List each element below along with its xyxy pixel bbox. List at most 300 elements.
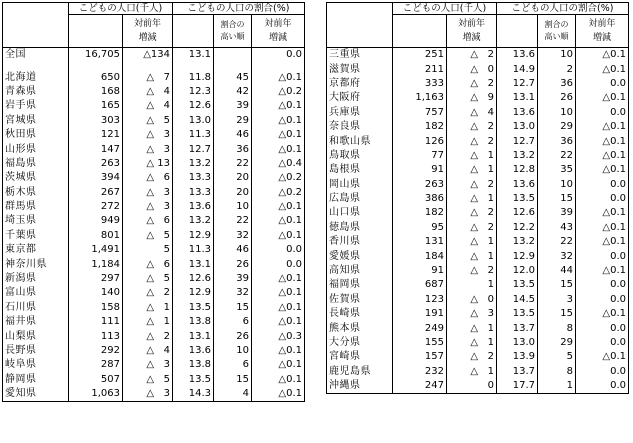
child-ratio: 13.7: [497, 365, 538, 379]
table-row: [3, 128, 305, 142]
child-population: 126: [393, 134, 447, 148]
child-ratio: 11.3: [173, 128, 214, 142]
delta-value: 1: [487, 149, 495, 161]
prefecture-name: 群馬県: [3, 200, 69, 214]
child-ratio: 12.9: [497, 249, 538, 263]
table-row: [327, 120, 629, 134]
delta-value: 3: [163, 359, 171, 371]
delta-value: 1: [487, 193, 495, 205]
population-yoy-change: [447, 178, 497, 192]
prefecture-name: 愛知県: [3, 387, 69, 402]
table-row: [3, 200, 305, 214]
prefecture-name: 北海道: [3, 70, 69, 84]
ratio-yoy-change: [576, 120, 629, 134]
child-population: 182: [393, 120, 447, 134]
child-ratio: 12.7: [173, 142, 214, 156]
prefecture-name: 静岡県: [3, 373, 69, 387]
ratio-yoy-change: [252, 171, 305, 185]
table-row: [3, 70, 305, 84]
child-ratio: 14.3: [173, 387, 214, 402]
decrease-triangle-mark: △: [146, 301, 155, 313]
ratio-rank: 5: [538, 350, 576, 364]
header-pop-blank: [393, 15, 447, 48]
child-population: 251: [393, 48, 447, 63]
child-population: 140: [69, 286, 123, 300]
prefecture-name: 福井県: [3, 315, 69, 329]
delta-value: 0.1: [286, 359, 303, 371]
delta-value: 0.2: [286, 172, 303, 184]
header-ratio-group: こどもの人口の割合(%): [497, 3, 629, 15]
table-row: [3, 114, 305, 128]
decrease-triangle-mark: △: [146, 287, 155, 299]
delta-value: 0.1: [610, 236, 627, 248]
population-yoy-change: [447, 235, 497, 249]
decrease-triangle-mark: △: [146, 143, 155, 155]
ratio-yoy-change: [576, 307, 629, 321]
delta-value: 1: [163, 301, 171, 313]
population-yoy-change: [123, 373, 173, 387]
population-yoy-change: [123, 114, 173, 128]
child-ratio: 17.7: [497, 379, 538, 394]
decrease-triangle-mark: △: [470, 265, 479, 277]
prefecture-name: 大分県: [327, 336, 393, 350]
child-population: 123: [393, 293, 447, 307]
population-yoy-change: [123, 358, 173, 372]
spacer-cell: [69, 62, 123, 70]
ratio-rank: 45: [214, 70, 252, 84]
ratio-rank: 10: [538, 106, 576, 120]
ratio-yoy-change: [576, 206, 629, 220]
child-population: 158: [69, 301, 123, 315]
table-row: [3, 142, 305, 156]
child-ratio: 13.8: [173, 358, 214, 372]
delta-value: 5: [163, 114, 171, 126]
delta-value: 0.1: [286, 287, 303, 299]
prefecture-name: 沖縄県: [327, 379, 393, 394]
delta-value: 0.0: [286, 258, 303, 270]
header-rank: 割合の 高い順: [214, 15, 252, 48]
decrease-triangle-mark: △: [146, 345, 155, 356]
population-yoy-change: [447, 91, 497, 105]
child-ratio: 13.6: [173, 344, 214, 358]
ratio-rank: 3: [538, 293, 576, 307]
child-population: 1,063: [69, 387, 123, 402]
child-ratio: 12.6: [497, 206, 538, 220]
population-yoy-change: [123, 286, 173, 300]
decrease-triangle-mark: △: [146, 373, 155, 385]
prefecture-name: 兵庫県: [327, 106, 393, 120]
table-row: [3, 48, 305, 63]
decrease-triangle-mark: △: [602, 135, 611, 147]
delta-value: 0.1: [286, 143, 303, 155]
ratio-rank: 46: [214, 243, 252, 257]
ratio-rank: 42: [214, 85, 252, 99]
delta-value: 0.1: [610, 135, 627, 147]
child-population: 211: [393, 62, 447, 76]
table-row: [327, 149, 629, 163]
child-population: 113: [69, 329, 123, 343]
decrease-triangle-mark: △: [278, 388, 287, 400]
delta-value: 0.1: [610, 308, 627, 320]
delta-value: 1: [487, 250, 495, 262]
population-yoy-change: [123, 99, 173, 113]
population-yoy-change: [447, 106, 497, 120]
ratio-yoy-change: [576, 77, 629, 91]
delta-value: 6: [163, 258, 171, 270]
header-ratio-blank: [497, 15, 538, 48]
table-row: [3, 344, 305, 358]
ratio-rank: 8: [538, 365, 576, 379]
child-ratio: 12.3: [173, 85, 214, 99]
population-yoy-change: [447, 379, 497, 394]
prefecture-name: 岩手県: [3, 99, 69, 113]
prefecture-name: 埼玉県: [3, 214, 69, 228]
prefecture-name: 奈良県: [327, 120, 393, 134]
ratio-yoy-change: [576, 178, 629, 192]
child-ratio: 14.5: [497, 293, 538, 307]
child-population: 394: [69, 171, 123, 185]
decrease-triangle-mark: △: [278, 330, 287, 342]
delta-value: 1: [487, 164, 495, 176]
prefecture-name: 佐賀県: [327, 293, 393, 307]
delta-value: 3: [487, 308, 495, 320]
decrease-triangle-mark: △: [470, 250, 479, 262]
prefecture-name: 宮城県: [3, 114, 69, 128]
ratio-rank: 29: [538, 336, 576, 350]
table-row: [3, 387, 305, 402]
delta-value: 0.1: [610, 164, 627, 176]
child-population: 155: [393, 336, 447, 350]
child-ratio: 13.5: [173, 301, 214, 315]
child-population: 801: [69, 229, 123, 243]
child-ratio: 13.5: [497, 278, 538, 292]
prefecture-name: 石川県: [3, 301, 69, 315]
table-row: [327, 307, 629, 321]
ratio-rank: 39: [538, 206, 576, 220]
decrease-triangle-mark: △: [470, 92, 479, 104]
population-yoy-change: [447, 307, 497, 321]
child-ratio: 13.1: [173, 257, 214, 271]
population-yoy-change: [447, 134, 497, 148]
ratio-yoy-change: [252, 99, 305, 113]
prefecture-name: 東京都: [3, 243, 69, 257]
ratio-rank: 4: [214, 387, 252, 402]
delta-value: 3: [163, 143, 171, 155]
ratio-rank: 8: [538, 321, 576, 335]
delta-value: 0: [487, 63, 495, 75]
ratio-rank: 35: [538, 163, 576, 177]
ratio-yoy-change: [576, 48, 629, 63]
ratio-yoy-change: [252, 114, 305, 128]
child-population: 287: [69, 358, 123, 372]
decrease-triangle-mark: △: [278, 71, 287, 83]
population-yoy-change: [123, 214, 173, 228]
table-row: [3, 373, 305, 387]
left-table: [2, 2, 305, 402]
decrease-triangle-mark: △: [470, 236, 479, 248]
ratio-yoy-change: [252, 373, 305, 387]
child-ratio: 13.6: [497, 48, 538, 63]
ratio-rank: 6: [214, 358, 252, 372]
ratio-yoy-change: [252, 243, 305, 257]
header-yoy2: 対前年 増減: [252, 15, 305, 48]
prefecture-name: 宮崎県: [327, 350, 393, 364]
decrease-triangle-mark: △: [278, 316, 287, 328]
table-row: [327, 336, 629, 350]
prefecture-name: 京都府: [327, 77, 393, 91]
population-yoy-change: [447, 62, 497, 76]
prefecture-name: 熊本県: [327, 321, 393, 335]
prefecture-name: 徳島県: [327, 221, 393, 235]
decrease-triangle-mark: △: [146, 215, 155, 227]
decrease-triangle-mark: △: [146, 100, 155, 112]
ratio-yoy-change: [576, 249, 629, 263]
population-yoy-change: [447, 365, 497, 379]
table-row: [3, 99, 305, 113]
delta-value: 0.1: [286, 71, 303, 83]
child-ratio: 13.1: [173, 48, 214, 63]
table-row: [327, 221, 629, 235]
spacer-cell: [3, 62, 69, 70]
population-yoy-change: [123, 128, 173, 142]
ratio-rank: 22: [214, 214, 252, 228]
child-ratio: 11.8: [173, 70, 214, 84]
ratio-rank: 15: [214, 301, 252, 315]
table-row: [327, 106, 629, 120]
ratio-rank: 36: [538, 134, 576, 148]
population-yoy-change: [447, 249, 497, 263]
delta-value: 0.0: [610, 337, 627, 348]
ratio-rank: 10: [214, 344, 252, 358]
ratio-yoy-change: [576, 149, 629, 163]
decrease-triangle-mark: △: [602, 236, 611, 248]
child-ratio: 13.0: [497, 120, 538, 134]
delta-value: 5: [163, 373, 171, 385]
delta-value: 2: [487, 49, 495, 61]
child-population: 1,163: [393, 91, 447, 105]
ratio-yoy-change: [252, 286, 305, 300]
child-population: 232: [393, 365, 447, 379]
table-row: [327, 293, 629, 307]
prefecture-name: 茨城県: [3, 171, 69, 185]
child-ratio: 13.2: [173, 157, 214, 171]
child-ratio: 13.2: [497, 235, 538, 249]
population-yoy-change: [123, 257, 173, 271]
delta-value: 0.1: [610, 63, 627, 75]
ratio-yoy-change: [252, 128, 305, 142]
child-population: 267: [69, 186, 123, 200]
child-population: 131: [393, 235, 447, 249]
delta-value: 0.0: [610, 106, 627, 118]
table-row: [3, 186, 305, 200]
ratio-yoy-change: [252, 272, 305, 286]
population-yoy-change: [447, 192, 497, 206]
delta-value: 0.1: [286, 373, 303, 385]
prefecture-name: 山口県: [327, 206, 393, 220]
ratio-rank: 10: [214, 200, 252, 214]
ratio-rank: 32: [214, 286, 252, 300]
table-row: [327, 178, 629, 192]
decrease-triangle-mark: △: [470, 293, 479, 305]
decrease-triangle-mark: △: [278, 143, 287, 155]
delta-value: 0.1: [286, 100, 303, 112]
delta-value: 4: [487, 106, 495, 118]
delta-value: 7: [163, 71, 171, 83]
delta-value: 134: [150, 49, 171, 61]
child-ratio: 13.1: [173, 329, 214, 343]
ratio-rank: 22: [538, 235, 576, 249]
delta-value: 0.0: [610, 77, 627, 89]
table-row: [327, 264, 629, 278]
decrease-triangle-mark: △: [278, 157, 287, 169]
ratio-yoy-change: [252, 387, 305, 402]
child-population: 333: [393, 77, 447, 91]
table-row: [3, 214, 305, 228]
delta-value: 5: [163, 244, 171, 256]
delta-value: 0.1: [286, 201, 303, 213]
child-ratio: 12.2: [497, 221, 538, 235]
delta-value: 0.1: [610, 221, 627, 233]
decrease-triangle-mark: △: [470, 221, 479, 233]
ratio-rank: 15: [538, 307, 576, 321]
ratio-rank: 22: [538, 149, 576, 163]
delta-value: 0.1: [286, 114, 303, 126]
table-row: [3, 229, 305, 243]
prefecture-name: 島根県: [327, 163, 393, 177]
child-population: 650: [69, 70, 123, 84]
ratio-rank: 29: [538, 120, 576, 134]
decrease-triangle-mark: △: [146, 85, 155, 97]
child-ratio: 13.2: [497, 149, 538, 163]
decrease-triangle-mark: △: [278, 359, 287, 371]
population-yoy-change: [123, 200, 173, 214]
population-yoy-change: [123, 229, 173, 243]
decrease-triangle-mark: △: [278, 229, 287, 241]
ratio-rank: 36: [214, 142, 252, 156]
prefecture-name: 栃木県: [3, 186, 69, 200]
delta-value: 0.0: [610, 178, 627, 190]
table-row: [3, 315, 305, 329]
decrease-triangle-mark: △: [146, 359, 155, 371]
child-ratio: 13.3: [173, 171, 214, 185]
delta-value: 13: [157, 157, 171, 169]
child-population: 507: [69, 373, 123, 387]
delta-value: 5: [163, 229, 171, 241]
header-prefecture-blank: [3, 3, 69, 48]
child-population: 165: [69, 99, 123, 113]
population-yoy-change: [447, 163, 497, 177]
delta-value: 2: [487, 77, 495, 89]
ratio-rank: 46: [214, 128, 252, 142]
delta-value: 4: [163, 100, 171, 112]
delta-value: 0: [487, 380, 495, 392]
ratio-yoy-change: [576, 62, 629, 76]
ratio-rank: 43: [538, 221, 576, 235]
prefecture-name: 高知県: [327, 264, 393, 278]
delta-value: 2: [487, 178, 495, 190]
ratio-yoy-change: [252, 48, 305, 63]
delta-value: 2: [487, 351, 495, 363]
decrease-triangle-mark: △: [470, 178, 479, 190]
spacer-cell: [173, 62, 214, 70]
delta-value: 0.0: [286, 49, 303, 61]
decrease-triangle-mark: △: [146, 129, 155, 141]
child-ratio: 12.6: [173, 99, 214, 113]
ratio-yoy-change: [576, 365, 629, 379]
delta-value: 3: [163, 201, 171, 213]
decrease-triangle-mark: △: [470, 106, 479, 118]
decrease-triangle-mark: △: [278, 172, 287, 184]
ratio-rank: 10: [538, 178, 576, 192]
decrease-triangle-mark: △: [278, 273, 287, 285]
table-row: [327, 48, 629, 63]
population-yoy-change: [123, 387, 173, 402]
decrease-triangle-mark: △: [278, 85, 287, 97]
ratio-yoy-change: [252, 214, 305, 228]
decrease-triangle-mark: △: [146, 330, 155, 342]
prefecture-name: 長野県: [3, 344, 69, 358]
table-row: [3, 272, 305, 286]
decrease-triangle-mark: △: [470, 49, 479, 61]
table-row: [3, 243, 305, 257]
child-population: 263: [393, 178, 447, 192]
decrease-triangle-mark: △: [602, 207, 611, 219]
decrease-triangle-mark: △: [278, 301, 287, 313]
prefecture-name: 神奈川県: [3, 257, 69, 271]
prefecture-name: 新潟県: [3, 272, 69, 286]
delta-value: 0.0: [610, 322, 627, 334]
header-pop-blank: [69, 15, 123, 48]
child-population: 303: [69, 114, 123, 128]
delta-value: 0.1: [610, 149, 627, 161]
population-yoy-change: [123, 85, 173, 99]
child-ratio: 13.6: [173, 200, 214, 214]
right-table: [326, 2, 629, 394]
ratio-rank: 20: [214, 171, 252, 185]
delta-value: 0.0: [610, 293, 627, 305]
delta-value: 0.1: [286, 215, 303, 227]
population-yoy-change: [123, 329, 173, 343]
child-population: 949: [69, 214, 123, 228]
prefecture-name: 青森県: [3, 85, 69, 99]
spacer-cell: [252, 62, 305, 70]
prefecture-name: 滋賀県: [327, 62, 393, 76]
header-ratio-blank: [173, 15, 214, 48]
decrease-triangle-mark: △: [146, 229, 155, 241]
ratio-rank: 22: [214, 157, 252, 171]
child-population: 1,491: [69, 243, 123, 257]
child-ratio: 13.0: [173, 114, 214, 128]
ratio-rank: 20: [214, 186, 252, 200]
delta-value: 0.1: [610, 92, 627, 104]
population-yoy-change: [447, 336, 497, 350]
decrease-triangle-mark: △: [278, 201, 287, 213]
child-population: 184: [393, 249, 447, 263]
child-ratio: 12.7: [497, 134, 538, 148]
child-population: 182: [393, 206, 447, 220]
decrease-triangle-mark: △: [470, 351, 479, 363]
ratio-rank: 39: [214, 272, 252, 286]
decrease-triangle-mark: △: [602, 121, 611, 133]
child-population: 91: [393, 163, 447, 177]
decrease-triangle-mark: △: [470, 77, 479, 89]
population-yoy-change: [447, 321, 497, 335]
decrease-triangle-mark: △: [146, 172, 155, 184]
child-population: 249: [393, 321, 447, 335]
delta-value: 0.1: [286, 129, 303, 141]
child-population: 157: [393, 350, 447, 364]
delta-value: 4: [163, 85, 171, 97]
